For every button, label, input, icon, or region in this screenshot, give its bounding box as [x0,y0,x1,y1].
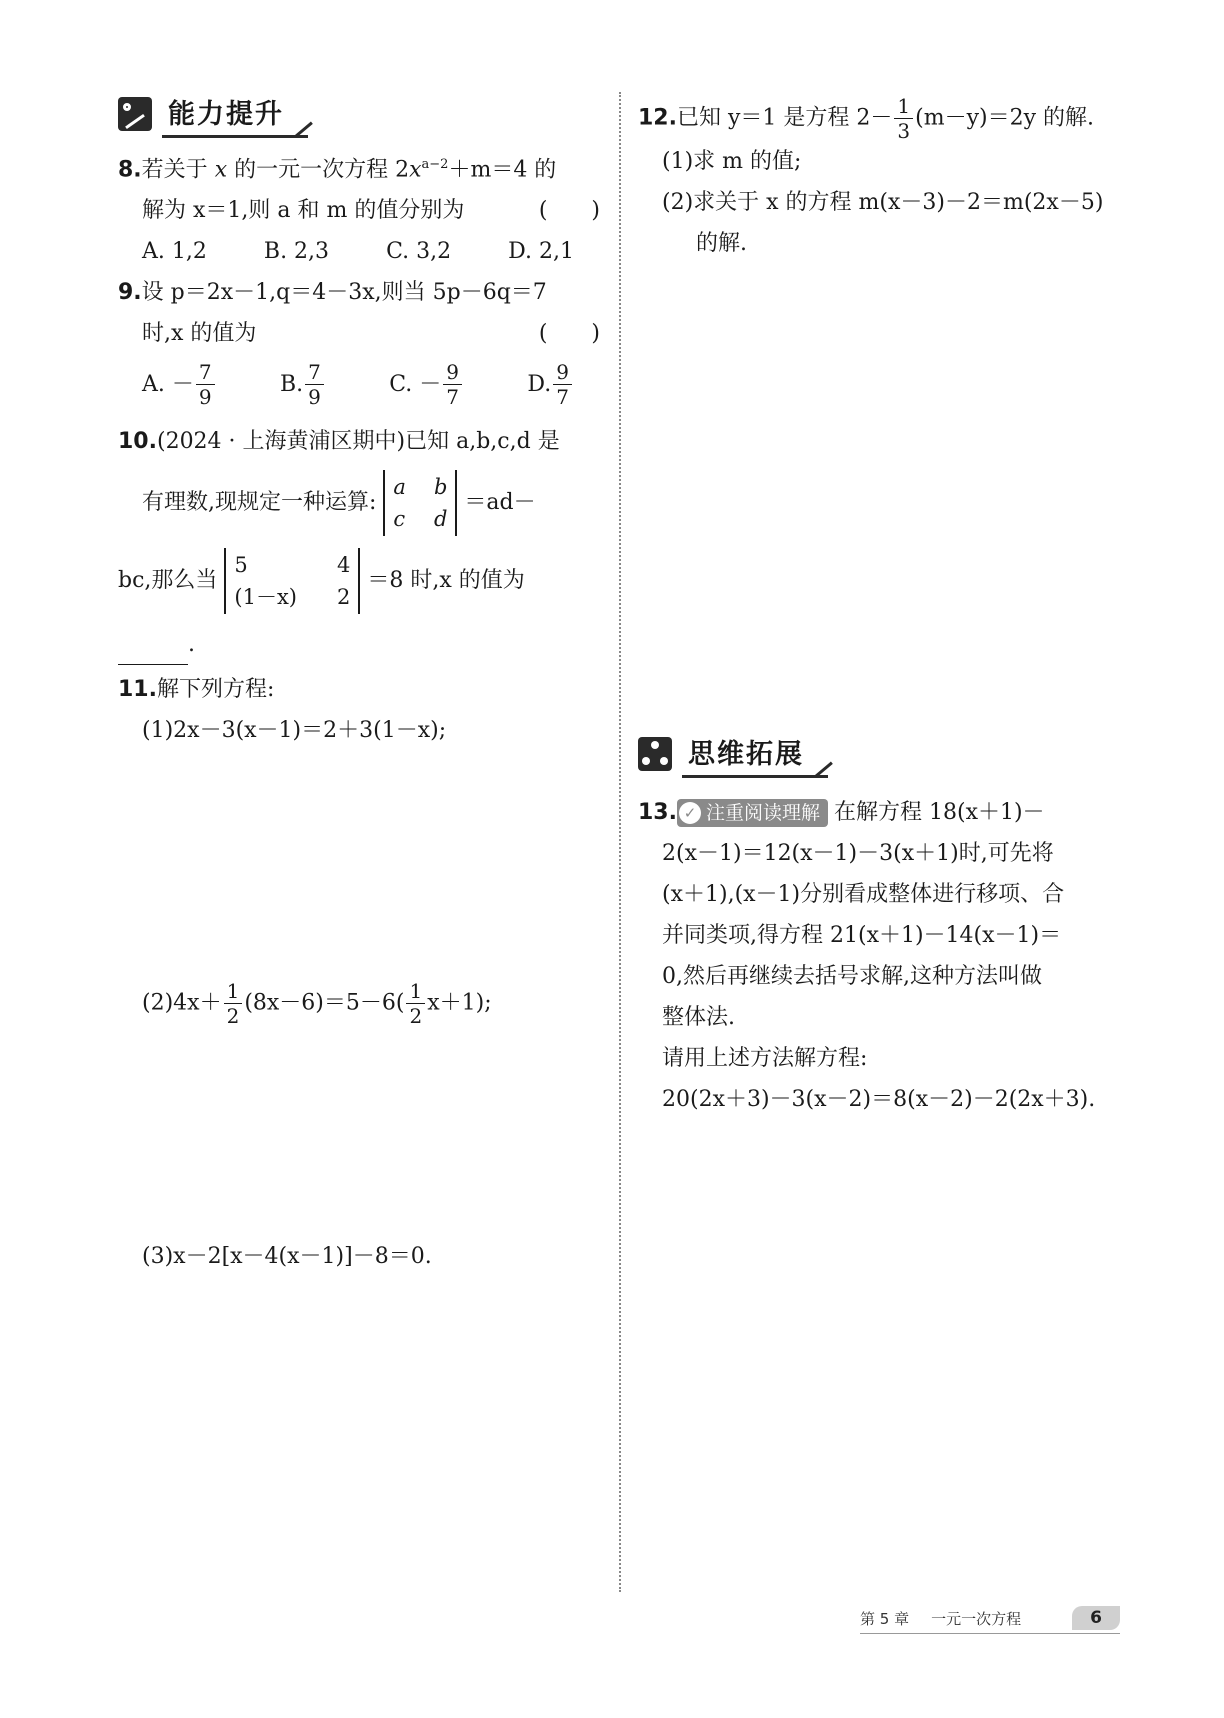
option-d [527,360,574,410]
badge-label: 注重阅读理解 [705,801,820,824]
determinant-problem [224,548,360,614]
question-12 [638,96,1126,264]
question-13 [638,792,1126,1120]
option-b [279,360,326,410]
q13-text: 2(x－1)＝12(x－1)－3(x＋1)时,可先将 [662,841,1054,866]
q11-part-1: (1)2x－3(x－1)＝2＋3(1－x); [142,718,447,744]
numerator: 1 [894,96,913,119]
q13-text: 0,然后再继续去括号求解,这种方法叫做 [662,964,1042,989]
option-d: D. 2,1 [508,239,574,265]
footer-title: 一元一次方程 [931,1609,1022,1628]
q8-text: ＋m＝4 的 [448,157,557,183]
q10-text: ＝8 时,x 的值为 [367,568,525,594]
option-a [142,360,217,410]
answer-paren: ( ) [538,321,600,347]
q11-title: 解下列方程: [156,677,275,703]
det-cell: a [393,475,406,500]
denominator: 2 [226,1004,240,1029]
q10-text: ＝ad－ [464,490,536,516]
option-c [389,360,464,410]
det-cell: 2 [337,585,351,610]
denominator: 9 [308,385,321,410]
question-number: 11. [118,677,157,703]
det-cell: 4 [337,553,351,578]
q12-part-2: (2)求关于 x 的方程 m(x－3)－2＝m(2x－5) [662,190,1104,215]
question-number: 8. [118,157,142,183]
numerator: 9 [553,362,572,385]
option-b: B. 2,3 [263,239,330,265]
q9-text: 设 p＝2x－1,q＝4－3x,则当 5p－6q＝7 [141,280,547,306]
question-number: 12. [638,105,677,131]
q10-text: 有理数,现规定一种运算: [142,490,377,516]
denominator: 7 [446,385,460,410]
network-icon [638,737,672,771]
right-column [638,92,1126,1112]
page-number: 6 [1072,1606,1120,1630]
q13-text: (x＋1),(x－1)分别看成整体进行移项、合 [662,882,1065,907]
section-thinking [638,732,828,776]
determinant-definition [383,470,457,536]
q9-text: 时,x 的值为 [142,321,257,347]
question-number: 10. [118,429,157,455]
option-label: A. － [142,372,194,398]
option-a: A. 1,2 [142,239,207,265]
q11-text: x＋1); [427,990,492,1016]
q8-text: 的一元一次方程 2 [234,157,410,183]
option-c: C. 3,2 [386,239,452,265]
q13-text: 整体法. [662,1005,735,1030]
q11-part-2 [118,979,600,1029]
denominator: 7 [556,385,569,410]
q12-text: (m－y)＝2y 的解. [915,105,1094,131]
q11-part-3: (3)x－2[x－4(x－1)]－8＝0. [142,1244,432,1270]
check-icon: ✓ [679,802,701,824]
q13-instruction: 请用上述方法解方程: [662,1046,868,1071]
det-cell: (1－x) [234,585,297,610]
footer-chapter: 第 5 章 [860,1609,910,1628]
question-10 [118,421,600,665]
det-cell: 5 [234,553,248,578]
question-8: 8.若关于 x 的一元一次方程 $2x^{a-2}+m=4$ 的 解为 x＝1,则 a 和 m 的值分别为 ( ) A. 1,2 B. 2,3 C. 3,2 D. 2,1 [118,144,600,272]
question-9 [118,272,600,410]
question-number: 9. [118,280,142,306]
question-11 [118,669,600,1277]
det-cell: c [393,507,406,532]
q8-text: 解为 x＝1,则 a 和 m 的值分别为 [142,198,465,224]
q13-text: 并同类项,得方程 21(x＋1)－14(x－1)＝ [662,923,1062,948]
q11-text: (8x－6)＝5－6( [244,990,405,1016]
numerator: 7 [305,362,324,385]
section-title: 思维拓展 [682,730,828,778]
q13-equation: 20(2x＋3)－3(x－2)＝8(x－2)－2(2x＋3). [662,1087,1096,1112]
q12-text: 已知 y＝1 是方程 2－ [676,105,893,131]
answer-paren: ( ) [538,198,600,224]
question-number: 13. [638,800,677,825]
det-cell: d [433,507,448,532]
q12-part-2-cont: 的解. [696,231,747,256]
option-label: D. [527,372,552,398]
numerator: 1 [406,981,425,1004]
numerator: 7 [196,362,215,385]
denominator: 9 [198,385,212,410]
numerator: 9 [443,362,462,385]
q10-text: . [188,632,195,658]
column-divider [619,92,621,1592]
q8-exponent: a−2 [421,157,449,172]
denominator: 2 [409,1004,423,1029]
numerator: 1 [224,981,243,1004]
section-title: 能力提升 [162,90,308,138]
q11-text: (2)4x＋ [142,990,222,1016]
q10-text: (2024 · 上海黄浦区期中)已知 a,b,c,d 是 [156,429,560,455]
option-label: C. － [389,372,442,398]
denominator: 3 [897,119,911,143]
det-cell: b [433,475,448,500]
reading-badge [677,799,828,827]
option-label: B. [279,372,304,398]
q8-text: 若关于 [141,157,208,183]
q10-text: bc,那么当 [118,568,218,594]
q13-text: 在解方程 18(x＋1)－ [834,800,1045,825]
q12-part-1: (1)求 m 的值; [662,149,802,174]
section-ability [118,92,600,136]
page-footer [860,1603,1120,1634]
left-column [118,92,600,1277]
chart-up-icon [118,97,152,131]
answer-blank[interactable] [118,640,188,665]
